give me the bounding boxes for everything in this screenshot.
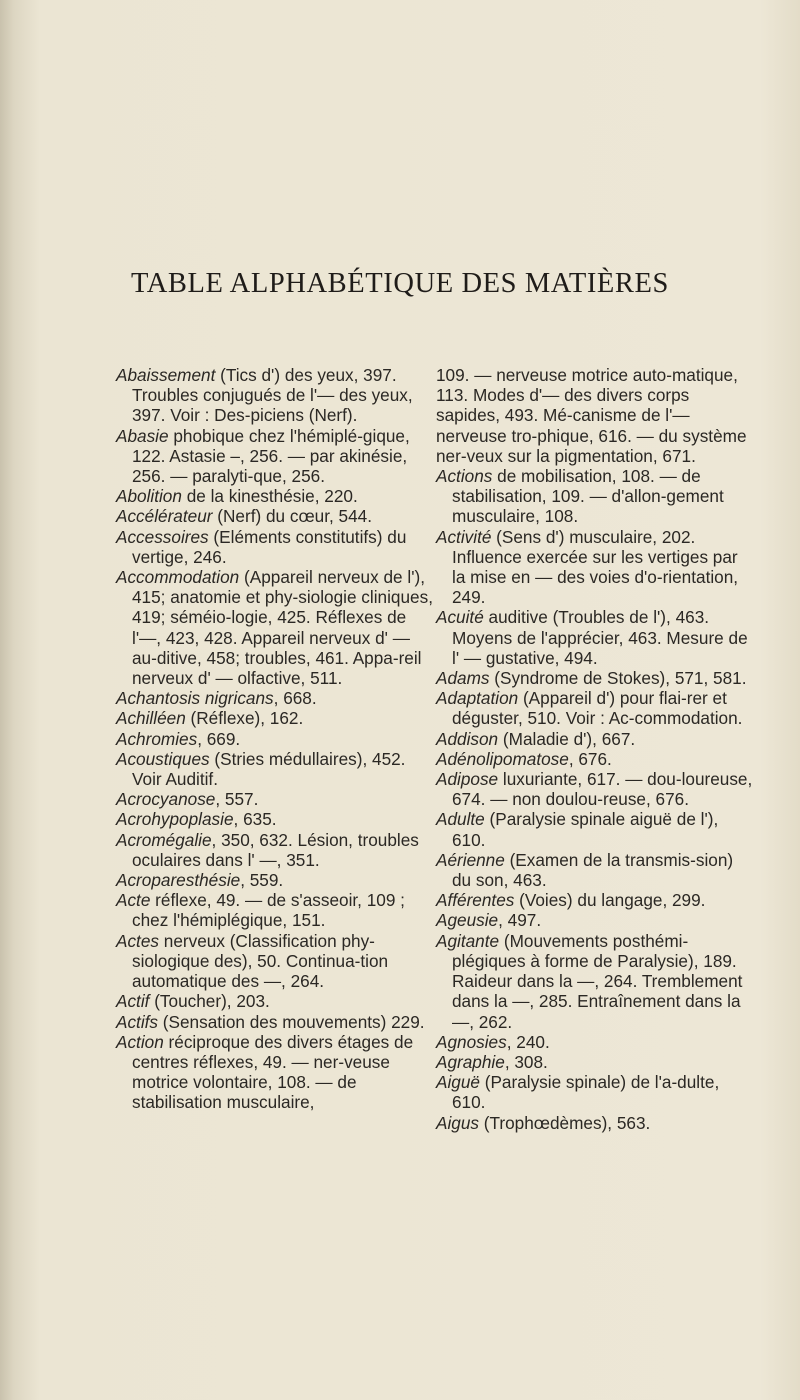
entry-keyword: Afférentes (436, 890, 515, 911)
entry-keyword: Aérienne (436, 849, 505, 870)
entry-text: (Réflexe), 162. (185, 708, 304, 729)
index-entry (116, 567, 434, 688)
entry-keyword: Adams (436, 668, 490, 689)
entry-text: réciproque des divers étages de centres réflexes, 49. — ner-veuse motrice volontaire, 108. — de stabilisation musculaire, (132, 1031, 414, 1113)
entry-text: nerveux (Classification phy-siologique des), 50. Continua-tion automatique des —, 264. (132, 930, 389, 992)
index-entry (116, 749, 434, 789)
entry-text: (Syndrome de Stokes), 571, 581. (489, 668, 747, 689)
entry-text: (Eléments constitutifs) du vertige, 246. (132, 526, 407, 567)
entry-text: (Stries médullaires), 452. Voir Auditif. (132, 748, 406, 790)
entry-text: réflexe, 49. — de s'asseoir, 109 ; chez l'hémiplégique, 151. (132, 890, 405, 931)
entry-keyword: Achromies (116, 728, 198, 749)
index-entry (436, 910, 754, 930)
entry-text: , 350, 632. Lésion, troubles oculaires dans l' —, 351. (132, 829, 419, 870)
entry-text: , 557. (215, 789, 259, 810)
entry-keyword: Actifs (116, 1011, 159, 1032)
entry-text: (Nerf) du cœur, 544. (212, 506, 373, 527)
entry-keyword: Acrohypoplasie (116, 809, 234, 830)
entry-keyword: Agitante (436, 930, 500, 951)
index-entry-continued (436, 365, 754, 466)
index-entry (436, 1113, 754, 1133)
index-entry (116, 365, 434, 426)
entry-keyword: Actes (116, 930, 159, 951)
entry-keyword: Acrocyanose (116, 789, 216, 810)
index-entry (116, 527, 434, 567)
entry-keyword: Actions (436, 466, 493, 487)
index-entry (116, 688, 434, 708)
entry-text: de mobilisation, 108. — de stabilisation, 109. — d'allon-gement musculaire, 108. (452, 466, 724, 527)
index-entry (116, 789, 434, 809)
index-entry (436, 809, 754, 849)
entry-text: , 308. (504, 1051, 548, 1072)
entry-text: phobique chez l'hémiplé-gique, 122. Astasie –, 256. — par akinésie, 256. — paralyti-que, 256. (132, 425, 410, 487)
entry-text: (Appareil nerveux de l'), 415; anatomie et phy-siologie cliniques, 419; séméio-logie, 425. Réflexes de l'—, 423, 428. Appareil nerveux d' — au-ditive, 458; troubles, 461. Appa-reil nerveux d' — olfactive, 511. (132, 567, 433, 689)
entry-text: (Appareil d') pour flai-rer et déguster, 510. Voir : Ac-commodation. (452, 688, 743, 729)
entry-keyword: Adénolipomatose (436, 748, 569, 769)
entry-text: (Voies) du langage, 299. (514, 890, 706, 911)
index-entry (116, 426, 434, 487)
entry-keyword: Acromégalie (116, 829, 212, 850)
index-entry (116, 890, 434, 930)
entry-text: de la kinesthésie, 220. (181, 486, 358, 507)
index-entry (436, 1032, 754, 1052)
entry-text: (Toucher), 203. (149, 991, 270, 1012)
index-entry (436, 729, 754, 749)
entry-keyword: Agnosies (436, 1031, 507, 1052)
entry-text: , 635. (233, 809, 277, 830)
index-entry (116, 708, 434, 728)
entry-keyword: Activité (436, 526, 492, 547)
entry-keyword: Addison (436, 728, 499, 749)
entry-keyword: Aiguë (436, 1072, 480, 1093)
index-entry (116, 506, 434, 526)
entry-text: , 668. (273, 688, 317, 709)
entry-keyword: Agraphie (436, 1051, 505, 1072)
entry-keyword: Acoustiques (116, 748, 210, 769)
entry-text: (Paralysie spinale aiguë de l'), 610. (452, 809, 719, 850)
index-entry (436, 688, 754, 728)
entry-keyword: Accessoires (116, 526, 209, 547)
index-entry (116, 486, 434, 506)
index-entry (116, 729, 434, 749)
entry-text: , 676. (568, 748, 612, 769)
entry-keyword: Acroparesthésie (116, 870, 241, 891)
entry-keyword: Adulte (436, 809, 485, 830)
index-entry (436, 749, 754, 769)
index-entry (436, 607, 754, 668)
entry-text: (Tics d') des yeux, 397. Troubles conjugués de l'— des yeux, 397. Voir : Des-piciens (Nerf). (132, 365, 413, 426)
entry-text: (Examen de la transmis-sion) du son, 463. (452, 849, 734, 891)
entry-keyword: Action (116, 1031, 164, 1052)
index-entry (436, 931, 754, 1032)
entry-keyword: Adaptation (436, 688, 519, 709)
entry-text: (Sensation des mouvements) 229. (158, 1011, 425, 1032)
entry-text: , 559. (240, 870, 284, 891)
entry-text: (Paralysie spinale) de l'a-dulte, 610. (452, 1072, 720, 1113)
index-entry (436, 1072, 754, 1112)
entry-text: auditive (Troubles de l'), 463. Moyens de l'apprécier, 463. Mesure de l' — gustative, 494. (452, 607, 748, 668)
entry-text: 109. — nerveuse motrice auto-matique, 113. Modes d'— des divers corps sapides, 493. Mé-canisme de l'— nerveuse tro-phique, 616. — du système ner-veux sur la pigmentation, 671. (436, 365, 747, 466)
entry-text: (Maladie d'), 667. (498, 728, 636, 749)
index-entry (116, 809, 434, 829)
index-column-left (116, 365, 434, 1113)
entry-keyword: Abaissement (116, 365, 216, 385)
entry-text: , 240. (506, 1031, 550, 1052)
index-entry (116, 931, 434, 992)
entry-keyword: Achilléen (116, 708, 186, 729)
entry-keyword: Accélérateur (116, 506, 213, 527)
entry-text: luxuriante, 617. — dou-loureuse, 674. — non doulou-reuse, 676. (452, 769, 753, 810)
entry-keyword: Adipose (436, 769, 499, 790)
entry-keyword: Accommodation (116, 567, 240, 588)
entry-text: (Mouvements posthémi-plégiques à forme de Paralysie), 189. Raideur dans la —, 264. Tremblement dans la —, 285. Entraînement dans la —, 262. (452, 930, 743, 1032)
entry-text: (Trophœdèmes), 563. (479, 1112, 651, 1133)
entry-text: (Sens d') musculaire, 202. Influence exercée sur les vertiges par la mise en — des voies d'o-rientation, 249. (452, 526, 739, 608)
entry-keyword: Abolition (116, 486, 182, 507)
page-title: TABLE ALPHABÉTIQUE DES MATIÈRES (130, 268, 669, 299)
index-entry (436, 466, 754, 527)
index-entry (436, 1052, 754, 1072)
index-column-right (436, 365, 754, 1133)
entry-keyword: Abasie (116, 425, 169, 446)
entry-keyword: Achantosis nigricans (116, 688, 274, 709)
index-entry (116, 830, 434, 870)
entry-keyword: Actif (116, 991, 150, 1012)
index-entry (436, 890, 754, 910)
entry-keyword: Aigus (436, 1112, 479, 1133)
entry-text: , 497. (498, 910, 542, 931)
entry-text: , 669. (197, 728, 241, 749)
index-entry (436, 527, 754, 608)
index-entry (116, 870, 434, 890)
index-entry (436, 668, 754, 688)
index-entry (436, 850, 754, 890)
index-entry (116, 1012, 434, 1032)
index-entry (116, 1032, 434, 1113)
entry-keyword: Ageusie (436, 910, 499, 931)
index-entry (116, 991, 434, 1011)
index-entry (436, 769, 754, 809)
entry-keyword: Acte (116, 890, 151, 911)
entry-keyword: Acuité (436, 607, 484, 628)
